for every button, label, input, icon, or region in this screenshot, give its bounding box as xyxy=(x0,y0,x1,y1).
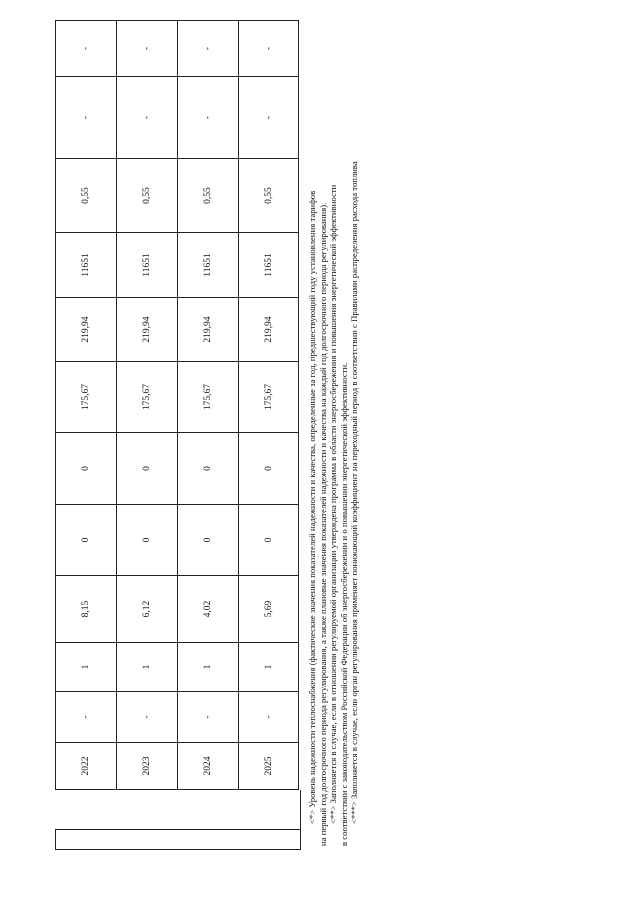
cell-col10: - xyxy=(116,77,177,159)
footnote-1-line-1: <*> Уровень надежности теплоснабжения (фактические значения показателей надежности и качества, определенные за год, предшествующий году установления тарифов xyxy=(307,190,317,824)
cell-col5: 0 xyxy=(177,433,238,505)
table-row xyxy=(55,20,116,850)
cell-col2: 1 xyxy=(55,643,116,692)
table-bottom-stub xyxy=(300,790,301,850)
cell-col1: - xyxy=(238,692,299,743)
table-row xyxy=(177,20,238,850)
cell-col9: 0,55 xyxy=(116,159,177,233)
cell-col8: 11651 xyxy=(238,233,299,298)
cell-col9: 0,55 xyxy=(55,159,116,233)
cell-col6: 175,67 xyxy=(177,362,238,433)
cell-col11: - xyxy=(177,20,238,77)
cell-col1: - xyxy=(55,692,116,743)
cell-col8: 11651 xyxy=(116,233,177,298)
table-row xyxy=(238,20,299,850)
indicators-table xyxy=(55,20,301,850)
cell-col7: 219,94 xyxy=(238,298,299,362)
cell-col2: 1 xyxy=(238,643,299,692)
cell-col1: - xyxy=(177,692,238,743)
table-row xyxy=(116,20,177,850)
cell-year: 2022 xyxy=(55,743,116,790)
cell-col8: 11651 xyxy=(55,233,116,298)
cell-col10: - xyxy=(55,77,116,159)
footnote-2-line-2: в соответствии с законодательством Российской Федерации об энергосбережении и о повышении энергетической эффективности. xyxy=(338,362,349,846)
cell-col3: 4,02 xyxy=(177,576,238,643)
cell-col6: 175,67 xyxy=(55,362,116,433)
cell-year: 2023 xyxy=(116,743,177,790)
cell-col3: 5,69 xyxy=(238,576,299,643)
cell-col2: 1 xyxy=(116,643,177,692)
cell-col9: 0,55 xyxy=(238,159,299,233)
cell-col4: 0 xyxy=(238,505,299,576)
cell-col8: 11651 xyxy=(177,233,238,298)
cell-col4: 0 xyxy=(177,505,238,576)
cell-col3: 8,15 xyxy=(55,576,116,643)
footnote-2-line-1: <**> Заполняется в случае, если в отношении регулируемой организации утверждена программа в области энергосбережения и повышения энергетической эффективности xyxy=(328,184,339,824)
cell-col10: - xyxy=(177,77,238,159)
cell-col3: 6,12 xyxy=(116,576,177,643)
cell-col9: 0,55 xyxy=(177,159,238,233)
cell-col5: 0 xyxy=(55,433,116,505)
cell-col6: 175,67 xyxy=(116,362,177,433)
cell-col6: 175,67 xyxy=(238,362,299,433)
cell-col2: 1 xyxy=(177,643,238,692)
footnote-1-line-2: на первый год долгосрочного периода регулирования, а также плановые значения показателей надежности и качества на каждый год долгосрочного периода регулирования). xyxy=(317,202,328,846)
cell-year: 2024 xyxy=(177,743,238,790)
cell-col4: 0 xyxy=(116,505,177,576)
cell-col5: 0 xyxy=(116,433,177,505)
cell-col5: 0 xyxy=(238,433,299,505)
cell-col7: 219,94 xyxy=(116,298,177,362)
footnote-3: <***> Заполняется в случае, если орган регулирования применяет понижающий коэффициент на переходный период в соответствии с Правилами распределения расхода топлива xyxy=(349,161,360,824)
cell-col1: - xyxy=(116,692,177,743)
cell-col11: - xyxy=(238,20,299,77)
cell-col11: - xyxy=(55,20,116,77)
cell-col7: 219,94 xyxy=(55,298,116,362)
cell-col11: - xyxy=(116,20,177,77)
cell-col10: - xyxy=(238,77,299,159)
cell-col7: 219,94 xyxy=(177,298,238,362)
cell-year: 2025 xyxy=(238,743,299,790)
rotated-page xyxy=(55,20,375,850)
cell-col4: 0 xyxy=(55,505,116,576)
footnotes xyxy=(307,20,360,846)
